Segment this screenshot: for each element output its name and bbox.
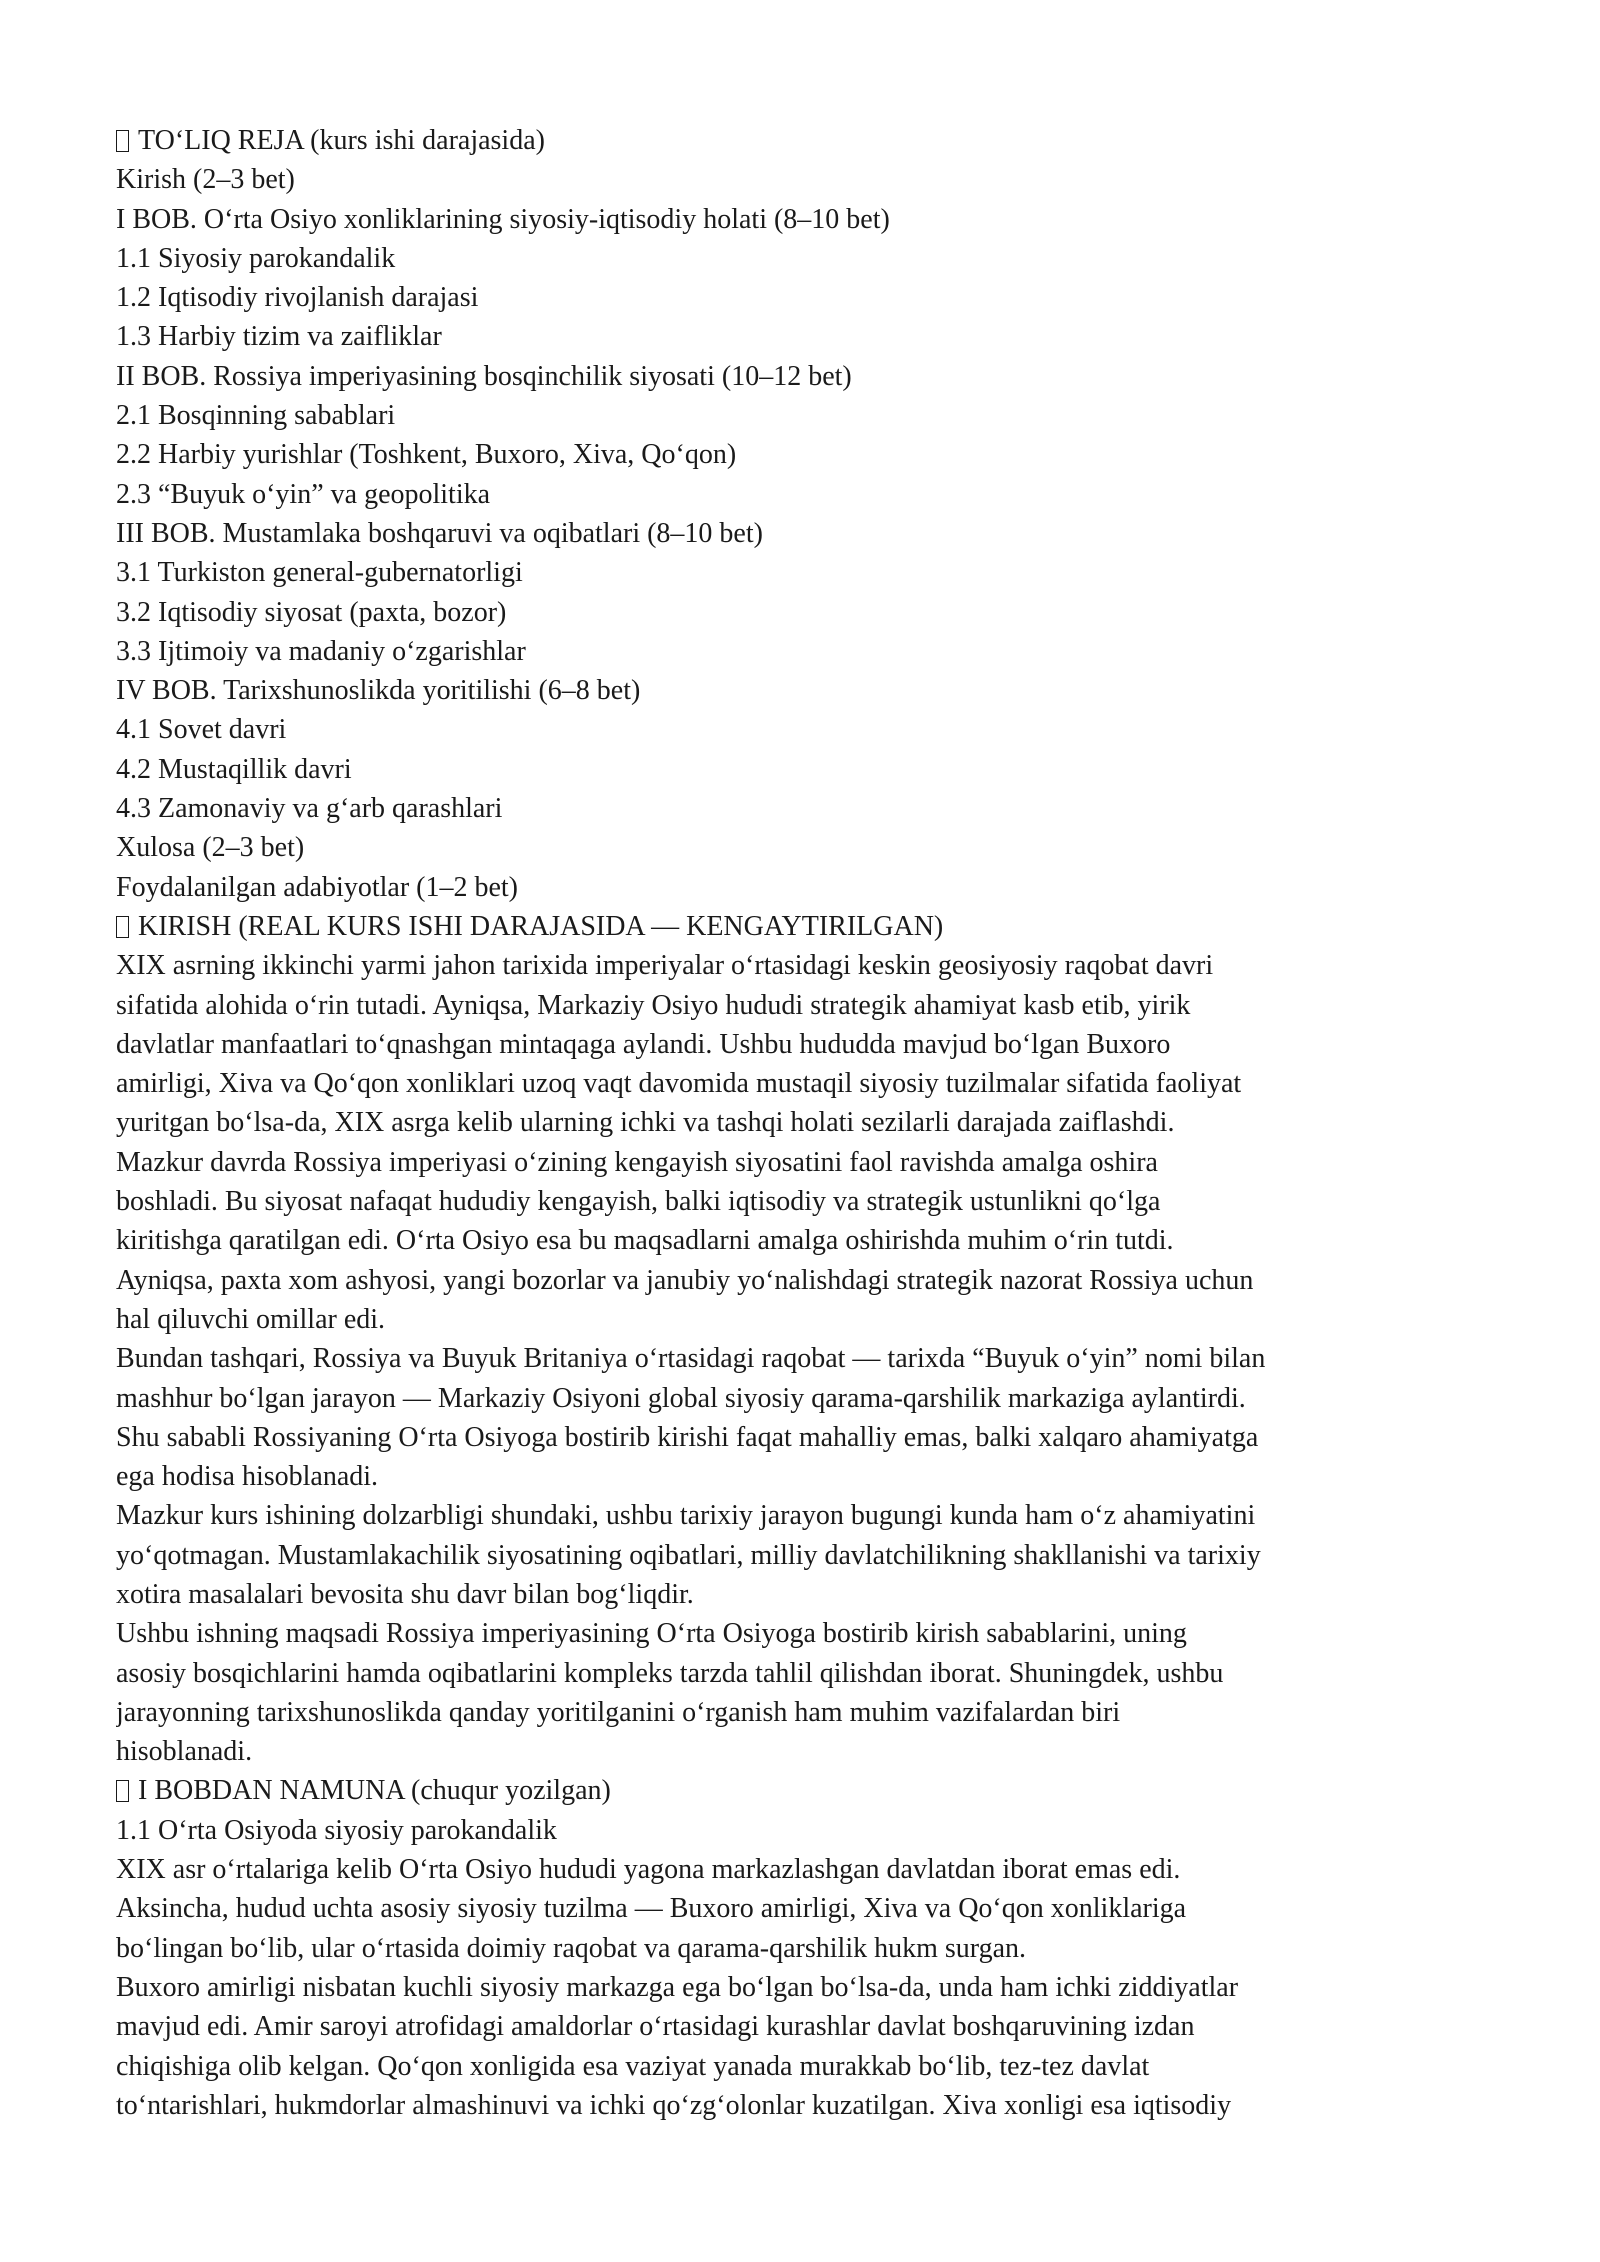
line-text: ega hodisa hisoblanadi. <box>116 1461 379 1493</box>
line-text: Mazkur davrda Rossiya imperiyasi o‘zining kengayish siyosatini faol ravishda amalga oshira <box>116 1146 1158 1178</box>
text-line <box>116 2086 1556 2125</box>
line-text: I BOB. O‘rta Osiyo xonliklarining siyosiy-iqtisodiy holati (8–10 bet) <box>116 203 890 235</box>
line-text: hal qiluvchi omillar edi. <box>116 1303 386 1335</box>
line-text: TO‘LIQ REJA (kurs ishi darajasida) <box>138 125 545 156</box>
line-text: yo‘qotmagan. Mustamlakachilik siyosatining oqibatlari, milliy davlatchilikning shakllanishi va tarixiy <box>116 1539 1261 1571</box>
text-line <box>116 2047 1556 2086</box>
line-text: Xulosa (2–3 bet) <box>116 832 305 864</box>
text-line <box>116 278 1556 317</box>
line-text: mashhur bo‘lgan jarayon — Markaziy Osiyoni global siyosiy qarama-qarshilik markaziga aylantirdi. <box>116 1382 1246 1414</box>
line-text: Shu sababli Rossiyaning O‘rta Osiyoga bostirib kirishi faqat mahalliy emas, balki xalqaro ahamiyatga <box>116 1421 1259 1453</box>
line-text: Bundan tashqari, Rossiya va Buyuk Britaniya o‘rtasidagi raqobat — tarixda “Buyuk o‘yin” nomi bilan <box>116 1343 1266 1375</box>
text-line <box>116 986 1556 1025</box>
text-line <box>116 317 1556 356</box>
line-text: xotira masalalari bevosita shu davr bilan bog‘liqdir. <box>116 1578 694 1610</box>
line-text: 2.1 Bosqinning sabablari <box>116 400 396 432</box>
text-line <box>116 1732 1556 1771</box>
line-text: bo‘lingan bo‘lib, ular o‘rtasida doimiy raqobat va qarama-qarshilik hukm surgan. <box>116 1932 1027 1964</box>
line-text: 1.1 Siyosiy parokandalik <box>116 242 396 274</box>
line-text: III BOB. Mustamlaka boshqaruvi va oqibatlari (8–10 bet) <box>116 517 763 549</box>
text-line <box>116 514 1556 553</box>
text-line <box>116 1929 1556 1968</box>
line-text: I BOBDAN NAMUNA (chuqur yozilgan) <box>138 1775 611 1807</box>
line-text: XIX asrning ikkinchi yarmi jahon tarixida imperiyalar o‘rtasidagi keskin geosiyosiy raqobat davri <box>116 950 1214 982</box>
line-text: amirligi, Xiva va Qo‘qon xonliklari uzoq vaqt davomida mustaqil siyosiy tuzilmalar sifatida faoliyat <box>116 1068 1242 1100</box>
text-line <box>116 2007 1556 2046</box>
text-line <box>116 553 1556 592</box>
text-line <box>116 1575 1556 1614</box>
text-line <box>116 710 1556 749</box>
line-text: KIRISH (REAL KURS ISHI DARAJASIDA — KENGAYTIRILGAN) <box>138 910 944 942</box>
document-body <box>116 121 1556 2125</box>
text-line <box>116 396 1556 435</box>
text-line <box>116 789 1556 828</box>
text-line <box>116 1418 1556 1457</box>
text-line <box>116 593 1556 632</box>
line-text: 2.3 “Buyuk o‘yin” va geopolitika <box>116 478 491 510</box>
line-text: 1.2 Iqtisodiy rivojlanish darajasi <box>116 282 479 314</box>
line-text: 1.3 Harbiy tizim va zaifliklar <box>116 321 442 353</box>
line-text: Aksincha, hudud uchta asosiy siyosiy tuzilma — Buxoro amirligi, Xiva va Qo‘qon xonliklariga <box>116 1893 1187 1925</box>
line-text: 4.3 Zamonaviy va g‘arb qarashlari <box>116 793 503 825</box>
line-text: kiritishga qaratilgan edi. O‘rta Osiyo esa bu maqsadlarni amalga oshirishda muhim o‘rin tutdi. <box>116 1225 1174 1257</box>
line-text: 2.2 Harbiy yurishlar (Toshkent, Buxoro, Xiva, Qo‘qon) <box>116 439 737 471</box>
text-line <box>116 1221 1556 1260</box>
line-text: 4.2 Mustaqillik davri <box>116 753 352 785</box>
line-text: Kirish (2–3 bet) <box>116 164 295 196</box>
line-text: hisoblanadi. <box>116 1736 253 1768</box>
text-line <box>116 1889 1556 1928</box>
text-line <box>116 1064 1556 1103</box>
line-text: davlatlar manfaatlari to‘qnashgan mintaqaga aylandi. Ushbu hududda mavjud bo‘lgan Buxoro <box>116 1028 1171 1060</box>
line-text: 4.1 Sovet davri <box>116 714 287 746</box>
section-heading-line <box>116 1771 1556 1810</box>
text-line <box>116 435 1556 474</box>
line-text: IV BOB. Tarixshunoslikda yoritilishi (6–8 bet) <box>116 675 641 707</box>
text-line <box>116 1025 1556 1064</box>
section-heading-line <box>116 121 1556 160</box>
text-line <box>116 632 1556 671</box>
text-line <box>116 1536 1556 1575</box>
line-text: XIX asr o‘rtalariga kelib O‘rta Osiyo hududi yagona markazlashgan davlatdan iborat emas edi. <box>116 1854 1181 1886</box>
text-line <box>116 828 1556 867</box>
line-text: boshladi. Bu siyosat nafaqat hududiy kengayish, balki iqtisodiy va strategik ustunlikni qo‘lga <box>116 1186 1161 1218</box>
line-text: Foydalanilgan adabiyotlar (1–2 bet) <box>116 871 518 903</box>
text-line <box>116 1811 1556 1850</box>
text-line <box>116 1496 1556 1535</box>
text-line <box>116 1300 1556 1339</box>
line-text: 3.2 Iqtisodiy siyosat (paxta, bozor) <box>116 596 507 628</box>
text-line <box>116 750 1556 789</box>
line-text: 3.1 Turkiston general-gubernatorligi <box>116 557 523 589</box>
text-line <box>116 1693 1556 1732</box>
section-heading-line <box>116 907 1556 946</box>
text-line <box>116 1182 1556 1221</box>
text-line <box>116 1654 1556 1693</box>
text-line <box>116 1850 1556 1889</box>
line-text: 1.1 O‘rta Osiyoda siyosiy parokandalik <box>116 1814 557 1846</box>
line-text: Ushbu ishning maqsadi Rossiya imperiyasining O‘rta Osiyoga bostirib kirish sabablarini, uning <box>116 1618 1187 1650</box>
text-line <box>116 671 1556 710</box>
line-text: jarayonning tarixshunoslikda qanday yoritilganini o‘rganish ham muhim vazifalardan biri <box>116 1696 1121 1728</box>
line-text: II BOB. Rossiya imperiyasining bosqinchilik siyosati (10–12 bet) <box>116 360 852 392</box>
line-text: Mazkur kurs ishining dolzarbligi shundaki, ushbu tarixiy jarayon bugungi kunda ham o‘z ahamiyatini <box>116 1500 1256 1532</box>
text-line <box>116 200 1556 239</box>
line-text: to‘ntarishlari, hukmdorlar almashinuvi va ichki qo‘zg‘olonlar kuzatilgan. Xiva xonligi esa iqtisodiy <box>116 2089 1232 2121</box>
missing-glyph-icon <box>116 916 129 938</box>
text-line <box>116 1143 1556 1182</box>
line-text: mavjud edi. Amir saroyi atrofidagi amaldorlar o‘rtasidagi kurashlar davlat boshqaruvining izdan <box>116 2011 1195 2043</box>
line-text: yuritgan bo‘lsa-da, XIX asrga kelib ularning ichki va tashqi holati sezilarli darajada zaiflashdi. <box>116 1107 1175 1139</box>
text-line <box>116 1339 1556 1378</box>
text-line <box>116 1379 1556 1418</box>
missing-glyph-icon <box>116 1780 129 1802</box>
text-line <box>116 357 1556 396</box>
text-line <box>116 160 1556 199</box>
text-line <box>116 1457 1556 1496</box>
missing-glyph-icon <box>116 130 129 152</box>
text-line <box>116 1103 1556 1142</box>
text-line <box>116 868 1556 907</box>
text-line <box>116 1614 1556 1653</box>
line-text: asosiy bosqichlarini hamda oqibatlarini kompleks tarzda tahlil qilishdan iborat. Shuningdek, ushbu <box>116 1657 1224 1689</box>
text-line <box>116 239 1556 278</box>
text-line <box>116 946 1556 985</box>
line-text: chiqishiga olib kelgan. Qo‘qon xonligida esa vaziyat yanada murakkab bo‘lib, tez-tez davlat <box>116 2050 1150 2082</box>
line-text: 3.3 Ijtimoiy va madaniy o‘zgarishlar <box>116 635 526 667</box>
line-text: Buxoro amirligi nisbatan kuchli siyosiy markazga ega bo‘lgan bo‘lsa-da, unda ham ichki ziddiyatlar <box>116 1971 1239 2003</box>
text-line <box>116 1968 1556 2007</box>
line-text: sifatida alohida o‘rin tutadi. Ayniqsa, Markaziy Osiyo hududi strategik ahamiyat kasb etib, yirik <box>116 989 1191 1021</box>
text-line <box>116 1261 1556 1300</box>
text-line <box>116 475 1556 514</box>
line-text: Ayniqsa, paxta xom ashyosi, yangi bozorlar va janubiy yo‘nalishdagi strategik nazorat Rossiya uchun <box>116 1264 1254 1296</box>
